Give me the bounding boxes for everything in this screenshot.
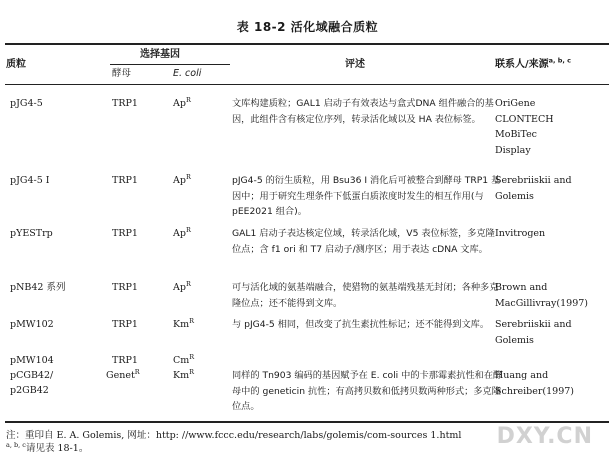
watermark-logo: DXY.CN	[496, 424, 593, 449]
note-line-2: $^{a, b, c}$请见表 18-1。	[6, 440, 89, 454]
header-plasmid: 质粒	[6, 59, 26, 70]
row7-ecoli: $Km^R$	[173, 367, 195, 381]
row7-contact: Huang and Schreiber(1997)	[495, 370, 574, 397]
row4-yeast: TRP1	[112, 282, 138, 293]
row6-ecoli: $Cm^R$	[173, 352, 195, 366]
row1-yeast: TRP1	[112, 98, 138, 109]
row1-contact: OriGene CLONTECH MoBiTec Display	[495, 98, 554, 156]
header-selection-gene: 选择基因	[140, 49, 180, 60]
header-bottom-rule	[5, 84, 609, 85]
row3-remarks: GAL1 启动子表达核定位域，转录活化域，V5 表位标签，多克隆位点；含 f1 ori 和 T7 启动子/测序区；用于表达 cDNA 文库。	[232, 228, 495, 255]
row2-contact: Serebriiskii and Golemis	[495, 175, 572, 202]
header-contact-label: 联系人/来源	[495, 59, 549, 70]
note-line-1: 注：重印自 E. A. Golemis, 网址：http: //www.fccc.edu/research/labs/golemis/com-sources 1.html	[6, 430, 462, 441]
header-ecoli: E. coli	[173, 68, 202, 79]
row4-remarks: 可与活化域的氨基端融合，使猎物的氨基端残基无封闭；各种多克隆位点；还不能得到文库。	[232, 282, 499, 309]
row5-remarks: 与 pJG4-5 相同，但改变了抗生素抗性标记；还不能得到文库。	[232, 319, 490, 330]
row3-ecoli: $Ap^R$	[173, 225, 191, 239]
row4-plasmid: pNB42 系列	[10, 282, 66, 293]
row4-contact: Brown and MacGillivray(1997)	[495, 282, 588, 309]
row1-ecoli: $Ap^R$	[173, 95, 191, 109]
row1-remarks: 文库构建质粒；GAL1 启动子有效表达与盒式DNA 组件融合的基因，此组件含有核定位序列，转录活化域以及 HA 表位标签。	[232, 98, 494, 125]
header-yeast: 酵母	[112, 68, 132, 79]
row2-yeast: TRP1	[112, 175, 138, 186]
header-remarks: 评述	[345, 59, 365, 70]
row2-plasmid: pJG4-5 I	[10, 175, 50, 186]
row2-ecoli: $Ap^R$	[173, 172, 191, 186]
row7-remarks: 同样的 Tn903 编码的基因赋予在 E. coli 中的卡那霉素抗性和在酵母中的 geneticin 抗性；有高拷贝数和低拷贝数两种形式；多克隆位点。	[232, 370, 503, 412]
row1-plasmid: pJG4-5	[10, 98, 43, 109]
row5-ecoli: $Km^R$	[173, 316, 195, 330]
row6-plasmid: pMW104	[10, 355, 54, 366]
row7-plasmid: pCGB42/ p2GB42	[10, 370, 54, 396]
row5-yeast: TRP1	[112, 319, 138, 330]
row5-plasmid: pMW102	[10, 319, 54, 330]
selection-gene-underline	[110, 64, 230, 65]
row3-yeast: TRP1	[112, 228, 138, 239]
table-bottom-rule	[5, 421, 609, 423]
row5-contact: Serebriiskii and Golemis	[495, 319, 572, 346]
row4-ecoli: $Ap^R$	[173, 279, 191, 293]
row3-plasmid: pYESTrp	[10, 228, 53, 239]
row7-yeast: Genet$^R$	[106, 367, 140, 381]
row6-yeast: TRP1	[112, 355, 138, 366]
table-title: 表 18-2 活化域融合质粒	[236, 20, 379, 34]
row2-remarks: pJG4-5 的衍生质粒，用 Bsu36 I 消化后可被整合到酵母 TRP1 基因中；用于研究生理条件下低蛋白质浓度时发生的相互作用(与 pEE2021 组合)。	[232, 175, 501, 217]
table-notes	[6, 429, 566, 455]
row3-contact: Invitrogen	[495, 228, 546, 239]
top-rule	[5, 43, 609, 45]
header-contact-sup: a, b, c	[548, 56, 572, 65]
header-contact	[495, 58, 571, 73]
